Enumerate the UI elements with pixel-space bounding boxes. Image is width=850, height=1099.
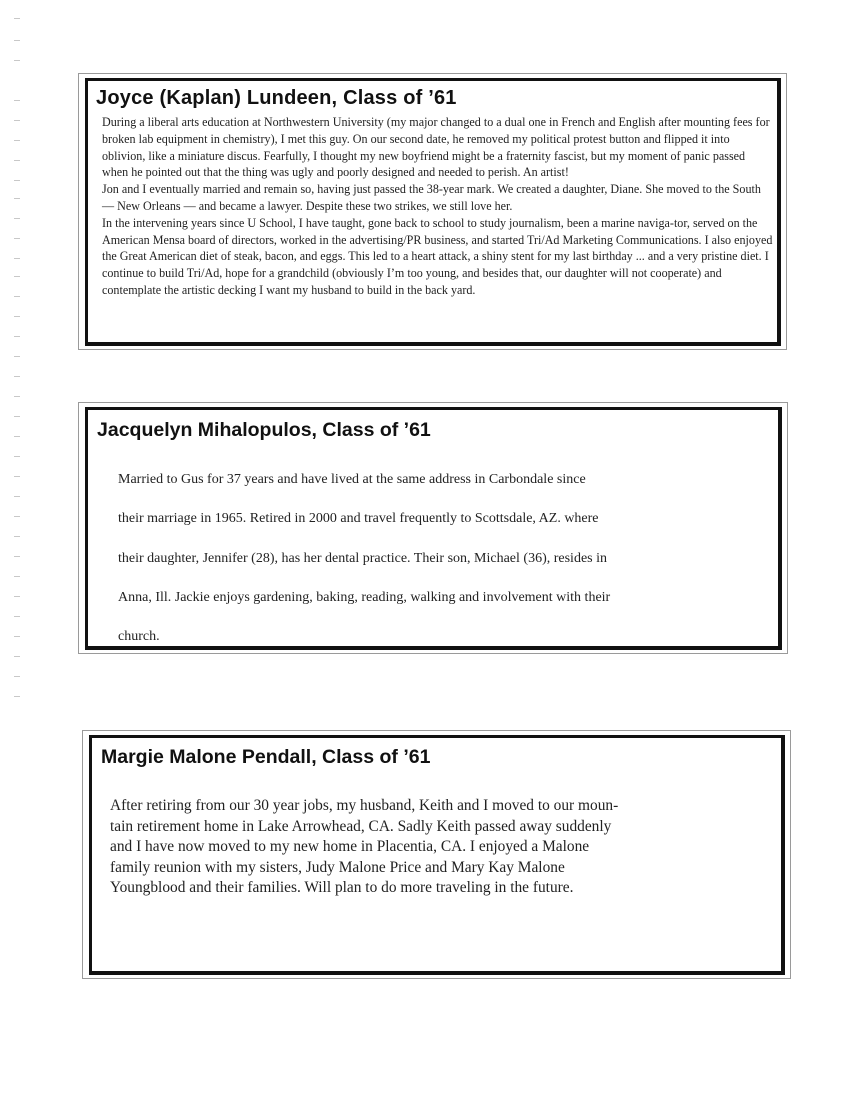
entry-title: Margie Malone Pendall, Class of ’61 bbox=[101, 746, 431, 768]
entry-body bbox=[118, 460, 758, 650]
entry-box-frame bbox=[85, 78, 781, 346]
entry-box-margie-pendall bbox=[82, 730, 791, 979]
entry-paragraph: During a liberal arts education at Northwestern University (my major changed to a dual one in French and English after mounting fees for broken lab equipment in chemistry), I met this guy. On our second date, he removed my political protest button and flipped it into oblivion, like a miniature discus. Fearfully, I thought my new boyfriend might be a fraternity fascist, but my moment of panic passed when he pointed out that the thing was ugly and poorly designed and needed to perish. An artist! bbox=[102, 115, 770, 180]
entry-line: church. bbox=[118, 629, 160, 645]
scan-margin-marks bbox=[14, 18, 24, 718]
entry-line: Married to Gus for 37 years and have lived at the same address in Carbondale since bbox=[118, 472, 586, 487]
entry-title: Jacquelyn Mihalopulos, Class of ’61 bbox=[97, 419, 431, 441]
entry-line: their daughter, Jennifer (28), has her dental practice. Their son, Michael (36), resides in bbox=[118, 550, 608, 566]
entry-paragraph: Jon and I eventually married and remain so, having just passed the 38-year mark. We created a daughter, Diane. She moved to the South — New Orleans — and became a lawyer. Despite these two strikes, we still love her. bbox=[102, 182, 761, 213]
entry-box-frame bbox=[85, 407, 782, 650]
entry-paragraph: In the intervening years since U School, I have taught, gone back to school to study journalism, been a marine naviga-tor, served on the American Mensa board of directors, worked in the advertising/PR business, and started Tri/Ad Marketing Communications. I also enjoyed the Great American diet of steak, bacon, and eggs. This led to a heart attack, a shiny stent for my last birthday ... and a very pristine diet. I continue to build Tri/Ad, hope for a grandchild (obviously I’m too young, and besides that, our daughter will not cooperate) and contemplate the artistic decking I want my husband to build in the back yard. bbox=[102, 215, 773, 297]
entry-box-jacquelyn-mihalopulos bbox=[78, 402, 788, 654]
entry-line: Anna, Ill. Jackie enjoys gardening, baking, reading, walking and involvement with their bbox=[118, 589, 611, 605]
entry-box-joyce-lundeen bbox=[78, 73, 787, 350]
entry-line: After retiring from our 30 year jobs, my husband, Keith and I moved to our moun- bbox=[110, 797, 619, 814]
entry-line: and I have now moved to my new home in Placentia, CA. I enjoyed a Malone bbox=[110, 838, 590, 856]
entry-line: their marriage in 1965. Retired in 2000 and travel frequently to Scottsdale, AZ. where bbox=[118, 511, 599, 527]
entry-title: Joyce (Kaplan) Lundeen, Class of ’61 bbox=[96, 87, 457, 109]
entry-body bbox=[110, 796, 710, 899]
entry-body bbox=[102, 114, 774, 299]
entry-line: Youngblood and their families. Will plan to do more traveling in the future. bbox=[110, 879, 574, 897]
entry-box-frame bbox=[89, 735, 785, 975]
entry-line: tain retirement home in Lake Arrowhead, CA. Sadly Keith passed away suddenly bbox=[110, 817, 612, 835]
entry-line: family reunion with my sisters, Judy Malone Price and Mary Kay Malone bbox=[110, 858, 565, 876]
